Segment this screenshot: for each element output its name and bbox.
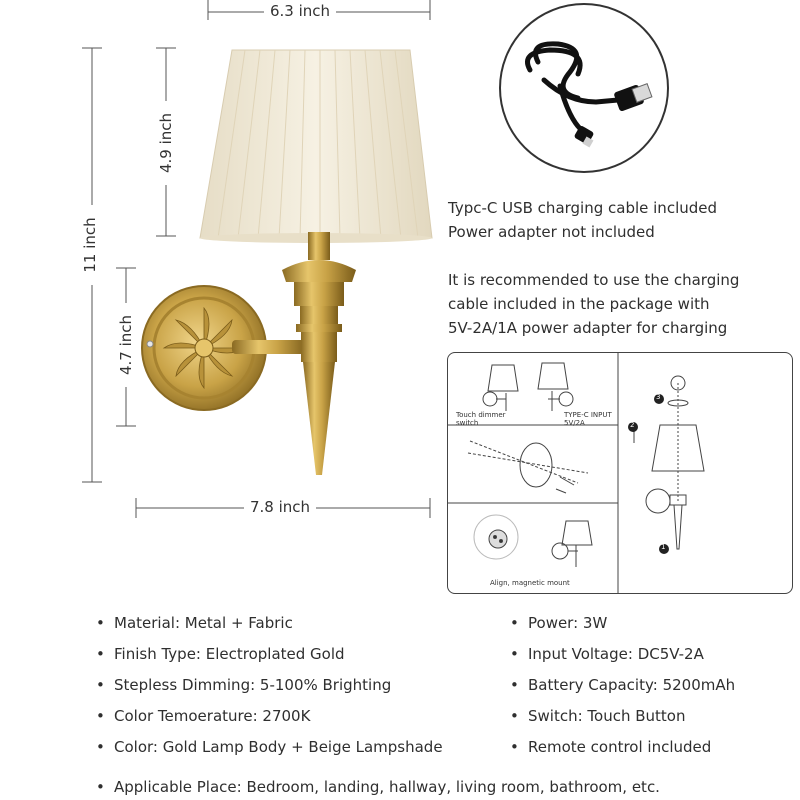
top-width-label: 6.3 inch bbox=[264, 2, 336, 20]
specs-right bbox=[510, 614, 735, 769]
shade-height-label: 4.9 inch bbox=[157, 101, 175, 185]
touch-label-2: switch bbox=[456, 419, 479, 427]
spec-text: Battery Capacity: 5200mAh bbox=[528, 676, 736, 694]
usb-input-label-2: 5V/2A bbox=[564, 419, 585, 427]
bullet: • bbox=[510, 614, 519, 632]
plate-height-label: 4.7 inch bbox=[117, 303, 135, 387]
charging-note-line3: 5V-2A/1A power adapter for charging bbox=[448, 319, 728, 337]
spec-text: Input Voltage: DC5V-2A bbox=[528, 645, 704, 663]
bullet: • bbox=[510, 707, 519, 725]
charging-note-line2: cable included in the package with bbox=[448, 295, 710, 313]
cable-caption-line1: Typc-C USB charging cable included bbox=[448, 199, 718, 217]
spec-item bbox=[96, 738, 443, 769]
touch-label-1: Touch dimmer bbox=[456, 411, 506, 419]
depth-label: 7.8 inch bbox=[244, 498, 316, 516]
bullet: • bbox=[96, 738, 105, 756]
step-3-badge: 3 bbox=[656, 393, 661, 401]
wall-lamp-image bbox=[140, 40, 440, 490]
bullet: • bbox=[510, 738, 519, 756]
spec-item bbox=[510, 676, 735, 707]
spec-item bbox=[510, 738, 735, 769]
charging-note-line1: It is recommended to use the charging bbox=[448, 271, 740, 289]
touch-label bbox=[456, 411, 506, 427]
bullet: • bbox=[510, 676, 519, 694]
spec-item bbox=[96, 676, 443, 707]
usb-input-label bbox=[564, 411, 612, 427]
applicable-text: Applicable Place: Bedroom, landing, hallway, living room, bathroom, etc. bbox=[114, 778, 660, 796]
specs-left bbox=[96, 614, 443, 769]
spec-text: Finish Type: Electroplated Gold bbox=[114, 645, 345, 663]
spec-item bbox=[510, 645, 735, 676]
applicable-place bbox=[96, 778, 660, 796]
spec-text: Color: Gold Lamp Body + Beige Lampshade bbox=[114, 738, 443, 756]
bullet: • bbox=[96, 614, 105, 632]
bullet: • bbox=[96, 778, 105, 796]
spec-text: Remote control included bbox=[528, 738, 712, 756]
spec-item bbox=[510, 707, 735, 738]
cable-caption bbox=[448, 196, 717, 244]
spec-item bbox=[96, 645, 443, 676]
spec-item bbox=[96, 614, 443, 645]
cable-caption-line2: Power adapter not included bbox=[448, 223, 655, 241]
spec-item bbox=[510, 614, 735, 645]
spec-text: Material: Metal + Fabric bbox=[114, 614, 293, 632]
usb-input-label-1: TYPE-C INPUT bbox=[564, 411, 612, 419]
bullet: • bbox=[96, 707, 105, 725]
align-label: Align, magnetic mount bbox=[490, 579, 570, 587]
bullet: • bbox=[510, 645, 519, 663]
step-2-badge: 2 bbox=[630, 421, 635, 429]
spec-text: Power: 3W bbox=[528, 614, 608, 632]
installation-diagram-drawing bbox=[448, 353, 792, 593]
bullet: • bbox=[96, 645, 105, 663]
step-1-badge: 1 bbox=[661, 543, 666, 551]
spec-text: Stepless Dimming: 5-100% Brighting bbox=[114, 676, 392, 694]
charging-note bbox=[448, 268, 739, 340]
installation-diagram bbox=[447, 352, 793, 594]
spec-item bbox=[96, 707, 443, 738]
spec-text: Switch: Touch Button bbox=[528, 707, 686, 725]
usb-cable-image bbox=[498, 2, 670, 174]
spec-text: Color Temoerature: 2700K bbox=[114, 707, 311, 725]
bullet: • bbox=[96, 676, 105, 694]
total-height-label: 11 inch bbox=[81, 205, 99, 285]
